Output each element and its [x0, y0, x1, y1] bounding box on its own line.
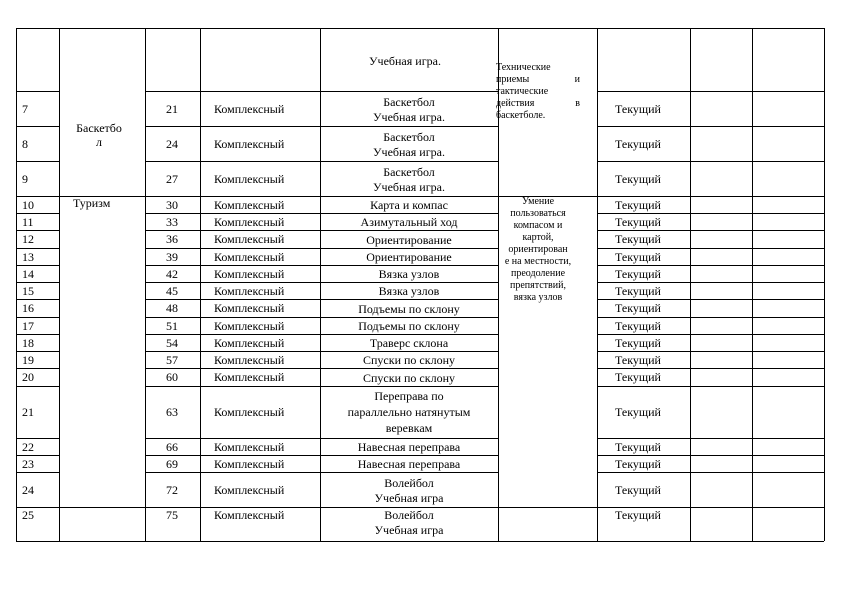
grid-hline	[145, 351, 498, 352]
row-number: 22	[22, 440, 34, 454]
section-line: Баскетбо	[76, 121, 122, 135]
control-type: Текущий	[615, 172, 661, 186]
row-number: 19	[22, 353, 34, 367]
req-word: приемы	[496, 74, 530, 85]
grid-hline	[145, 282, 498, 283]
req-line: пользоваться	[510, 208, 566, 219]
control-type: Текущий	[615, 215, 661, 229]
grid-vline	[16, 28, 17, 541]
grid-hline	[16, 334, 59, 335]
header-topic-text: Учебная игра.	[369, 54, 441, 68]
lesson-number: 27	[166, 172, 178, 186]
grid-hline	[597, 230, 824, 231]
lesson-type: Комплексный	[214, 102, 285, 116]
lesson-topic-line: Спуски по склону	[363, 371, 455, 385]
control-type: Текущий	[615, 301, 661, 315]
req-line: ориентирован	[508, 244, 568, 255]
grid-hline	[145, 213, 498, 214]
grid-hline	[145, 91, 498, 92]
row-number: 10	[22, 198, 34, 212]
grid-hline	[16, 28, 824, 29]
grid-hline	[597, 265, 824, 266]
lesson-number: 24	[166, 137, 178, 151]
req-line: вязка узлов	[513, 292, 563, 303]
lesson-topic-line: Навесная переправа	[357, 440, 461, 454]
lesson-number: 75	[166, 508, 178, 522]
lesson-type: Комплексный	[214, 198, 285, 212]
grid-hline	[597, 91, 824, 92]
tourism-requirements-text	[505, 196, 571, 304]
grid-hline	[16, 230, 59, 231]
control-type: Текущий	[615, 267, 661, 281]
lesson-number: 54	[166, 336, 178, 350]
grid-hline	[16, 455, 59, 456]
row-number: 21	[22, 405, 34, 419]
row-number: 11	[22, 215, 34, 229]
control-type: Текущий	[615, 483, 661, 497]
req-word: тактические	[496, 86, 549, 97]
grid-hline	[16, 282, 59, 283]
section-tourism: Туризм	[73, 196, 111, 210]
row-number: 14	[22, 267, 34, 281]
lesson-type: Комплексный	[214, 508, 285, 522]
grid-hline	[145, 299, 498, 300]
lesson-topic-line: Учебная игра.	[373, 110, 445, 124]
lesson-topic-line: Учебная игра.	[373, 180, 445, 194]
lesson-type: Комплексный	[214, 483, 285, 497]
lesson-topic-line: Вязка узлов	[378, 284, 440, 298]
row-number: 13	[22, 250, 34, 264]
grid-hline	[145, 368, 498, 369]
lesson-number: 57	[166, 353, 178, 367]
lesson-type: Комплексный	[214, 319, 285, 333]
lesson-topic-line: Подъемы по склону	[358, 319, 460, 333]
lesson-topic-line: Баскетбол	[383, 95, 435, 109]
lesson-topic-line: Учебная игра	[374, 491, 444, 505]
grid-hline	[16, 368, 59, 369]
grid-hline	[16, 213, 59, 214]
grid-hline	[597, 472, 824, 473]
row-number: 16	[22, 301, 34, 315]
control-type: Текущий	[615, 440, 661, 454]
grid-hline	[597, 161, 824, 162]
lesson-topic-line: Учебная игра	[374, 523, 444, 537]
lesson-type: Комплексный	[214, 353, 285, 367]
lesson-number: 42	[166, 267, 178, 281]
grid-hline	[145, 438, 498, 439]
grid-vline	[200, 28, 201, 541]
grid-hline	[16, 541, 824, 542]
lesson-number: 21	[166, 102, 178, 116]
control-type: Текущий	[615, 319, 661, 333]
row-number: 15	[22, 284, 34, 298]
grid-hline	[597, 282, 824, 283]
lesson-number: 72	[166, 483, 178, 497]
grid-hline	[597, 368, 824, 369]
control-type: Текущий	[615, 284, 661, 298]
section-basketball	[76, 121, 122, 149]
row-number: 23	[22, 457, 34, 471]
control-type: Текущий	[615, 353, 661, 367]
row-number: 24	[22, 483, 34, 497]
grid-hline	[16, 317, 59, 318]
lesson-topic-line: Подъемы по склону	[358, 302, 460, 316]
grid-hline	[16, 196, 824, 197]
row-number: 20	[22, 370, 34, 384]
lesson-number: 60	[166, 370, 178, 384]
lesson-number: 51	[166, 319, 178, 333]
row-number: 17	[22, 319, 34, 333]
lesson-topic-line: Спуски по склону	[363, 353, 455, 367]
req-line: е на местности,	[504, 256, 572, 267]
lesson-type: Комплексный	[214, 267, 285, 281]
row-number: 7	[22, 102, 28, 116]
lesson-number: 69	[166, 457, 178, 471]
req-line: компасом и	[513, 220, 563, 231]
grid-hline	[145, 317, 498, 318]
grid-hline	[145, 265, 498, 266]
req-word: действия	[496, 98, 535, 109]
lesson-topic-line: Ориентирование	[366, 250, 452, 264]
req-word: баскетболе.	[496, 110, 546, 121]
lesson-type: Комплексный	[214, 172, 285, 186]
req-line: препятствий,	[510, 280, 566, 291]
lesson-topic-line: Навесная переправа	[357, 457, 461, 471]
grid-vline	[145, 28, 146, 541]
grid-vline	[690, 28, 691, 541]
control-type: Текущий	[615, 508, 661, 522]
row-number: 9	[22, 172, 28, 186]
lesson-number: 30	[166, 198, 178, 212]
grid-hline	[597, 386, 824, 387]
grid-hline	[16, 386, 59, 387]
lesson-type: Комплексный	[214, 336, 285, 350]
grid-hline	[145, 386, 498, 387]
lesson-topic-line: параллельно натянутым	[347, 405, 471, 419]
control-type: Текущий	[615, 232, 661, 246]
control-type: Текущий	[615, 336, 661, 350]
lesson-number: 48	[166, 301, 178, 315]
lesson-topic-line: Вязка узлов	[378, 267, 440, 281]
req-word: в	[575, 98, 580, 109]
req-word: и	[574, 74, 580, 85]
req-word: Технические	[496, 62, 551, 73]
grid-vline	[320, 28, 321, 541]
lesson-topic-line: Волейбол	[384, 508, 434, 522]
basketball-requirements-text	[496, 62, 580, 122]
lesson-number: 45	[166, 284, 178, 298]
lesson-topic-line: Волейбол	[384, 476, 434, 490]
control-type: Текущий	[615, 102, 661, 116]
lesson-number: 39	[166, 250, 178, 264]
row-number: 12	[22, 232, 34, 246]
lesson-topic-line: Переправа по	[374, 389, 444, 403]
grid-hline	[16, 265, 59, 266]
lesson-type: Комплексный	[214, 137, 285, 151]
grid-vline	[752, 28, 753, 541]
lesson-type: Комплексный	[214, 301, 285, 315]
grid-hline	[16, 126, 59, 127]
grid-hline	[16, 351, 59, 352]
lesson-topic-line: Ориентирование	[366, 233, 452, 247]
grid-hline	[145, 455, 498, 456]
req-line: преодоление	[510, 268, 566, 279]
row-number: 8	[22, 137, 28, 151]
grid-hline	[145, 126, 498, 127]
grid-hline	[597, 248, 824, 249]
row-number: 18	[22, 336, 34, 350]
grid-hline	[597, 126, 824, 127]
lesson-type: Комплексный	[214, 215, 285, 229]
lesson-type: Комплексный	[214, 370, 285, 384]
lesson-type: Комплексный	[214, 457, 285, 471]
lesson-topic-line: Учебная игра.	[373, 145, 445, 159]
grid-hline	[597, 455, 824, 456]
grid-hline	[597, 317, 824, 318]
lesson-type: Комплексный	[214, 232, 285, 246]
control-type: Текущий	[615, 370, 661, 384]
lesson-number: 33	[166, 215, 178, 229]
lesson-topic-line: Траверс склона	[369, 336, 449, 350]
lesson-number: 36	[166, 232, 178, 246]
grid-hline	[16, 161, 59, 162]
lesson-type: Комплексный	[214, 250, 285, 264]
grid-hline	[16, 248, 59, 249]
grid-hline	[145, 334, 498, 335]
lesson-number: 66	[166, 440, 178, 454]
lesson-topic-line: Баскетбол	[383, 130, 435, 144]
grid-hline	[145, 161, 498, 162]
lesson-topic-line: веревкам	[385, 421, 433, 435]
grid-hline	[16, 91, 59, 92]
control-type: Текущий	[615, 457, 661, 471]
section-line: л	[96, 135, 102, 149]
lesson-type: Комплексный	[214, 440, 285, 454]
lesson-topic-line: Азимутальный ход	[360, 215, 458, 229]
lesson-topic-line: Баскетбол	[383, 165, 435, 179]
lesson-type: Комплексный	[214, 284, 285, 298]
grid-hline	[145, 472, 498, 473]
grid-hline	[597, 334, 824, 335]
row-number: 25	[22, 508, 34, 522]
grid-vline	[824, 28, 825, 541]
control-type: Текущий	[615, 250, 661, 264]
lesson-topic-line: Карта и компас	[370, 198, 448, 212]
grid-vline	[59, 28, 60, 541]
grid-hline	[597, 351, 824, 352]
lesson-number: 63	[166, 405, 178, 419]
grid-vline	[597, 28, 598, 541]
grid-hline	[145, 230, 498, 231]
grid-hline	[597, 213, 824, 214]
grid-hline	[145, 248, 498, 249]
control-type: Текущий	[615, 198, 661, 212]
grid-hline	[16, 299, 59, 300]
grid-hline	[16, 438, 59, 439]
grid-hline	[597, 299, 824, 300]
grid-hline	[16, 472, 59, 473]
control-type: Текущий	[615, 137, 661, 151]
lesson-type: Комплексный	[214, 405, 285, 419]
req-line: картой,	[522, 232, 554, 243]
req-line: Умение	[521, 196, 555, 207]
control-type: Текущий	[615, 405, 661, 419]
grid-hline	[597, 438, 824, 439]
